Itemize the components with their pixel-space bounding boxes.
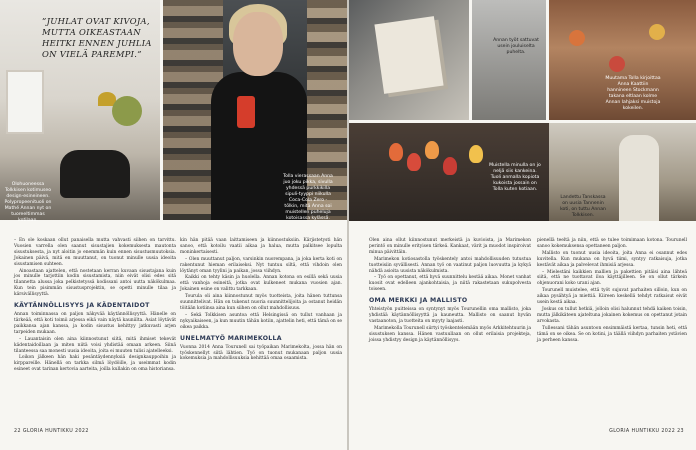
page-folio-right: GLORIA HUNTIKKU 2022 23 [609, 429, 684, 434]
left-page [0, 0, 347, 450]
paragraph: Tullessani tähän asuntoon ensimmäistä kertaa, tunsin heti, että tämä on se oikea. Se on kotini, ja täällä viihdyn parhaiten ystävien ja perheen kanssa. [537, 325, 687, 343]
detail-photo [472, 0, 546, 120]
subheading-oma-merkki: OMA MERKKI JA MALLISTO [369, 297, 468, 305]
pull-quote: ”JUHLAT OVAT KIVOJA, MUTTA OIKEASTAAN HEITKI ENNEN JUHLIA ON VIELÄ PAREMPI.” [42, 16, 152, 59]
subheading-kaytannollisyys: KÄYTÄNNÖLLISYYS JA KÄDENTAIDOT [14, 302, 150, 310]
paragraph: Yhteistyön puitteissa on syntynyt myös Tourunellin oma mallisto, joka yhdistää käytännöllisyyttä ja kauneutta. Mallisto on saanut hyvän vastaanoton, ja tuotteita on myyty laajasti. [369, 307, 531, 324]
caption-interior: Olohuoneessa Tolkkisen kotimuseo design-esineineen. Polypropeenituoli on Mathé Annan nyt on tuoreeltimmas kotilaan. [4, 182, 52, 223]
tulip-shape [407, 153, 421, 171]
paragraph: kin hän pitää vaan laittamiseen ja kiinnostuksiin. Kärjistetysti hän sanoo, että kotoilu vaatii aikaa ja halua, mutta palkitsee lopulta moninkertaisesti. [180, 238, 342, 255]
tulip-shape [389, 143, 403, 161]
plant-shape [112, 96, 142, 126]
lounge-chair-shape [60, 150, 130, 198]
standing-figure-shape [619, 135, 659, 221]
tulip-shape [443, 157, 457, 175]
window-shape [6, 70, 44, 134]
tulip-shape [469, 145, 483, 163]
paragraph: Loikon jälkeen hän haki pesäntäydennyksiä designkauppoihin ja kirppareille. Hänellä on tarkka silmä löydöille, ja useimmat kodin esineet ovat tarinan kertovia aarteita, joilla kullakin on oma historiansa. [14, 355, 176, 373]
figure-head-shape [233, 12, 283, 76]
paragraph: – En ole koskaan ollut panaisella mutta vahvasti siihen on tarvittu. Vuosien varrella olen saanut sisustajien kokemuksesta mautonta sisustuksesta, ja nyt aloitin jo enemmän kuin ennen sisustusmuutoksia. Jokainen päivä, mitä en muuttanut, on tuonut minulle uusia ideoita sisustamisen suhteen. [14, 238, 176, 267]
paragraph: Annan toiminnassa on paljon näkyvää käytännöllisyyttä. Hänelle on tärkeää, että koti toimii arjessa eikä vain näytä kauniilta. Asiat löytävät paikkansa ajan kanssa, ja kodin sisustus kehittyy jatkuvasti arjen tarpeiden mukaan. [14, 312, 176, 335]
body-column-right-1 [369, 238, 531, 345]
paragraph: Kaikki on tehty käsin ja huolella. Annan kotona on esillä sekä uusia että vanhoja esineitä, jotka ovat kulkeneet mukana vuosien ajan. Jokainen esine on valittu tarkkaan. [180, 275, 342, 293]
caption-portrait: Tolla vierassaan Anna juo joku pikka, sivulla yhdessä purkkikilla sipuli-tyyppi niikulla Coca-Cola Zero - tölkin, mitä Anna soi muistellen puheluja kotoisassa kylässä. [283, 174, 333, 221]
right-page [349, 0, 696, 450]
subheading-unelmatyo: UNELMATYÖ MARIMEKOLLA [180, 334, 282, 342]
paragraph: Marimekon kotiosastolla työskentely antoi mahdollisuuden tutustua tuotteisiin syvällisesti. Annan työ on vaatinut paljon luovuutta ja kykyä nähdä asioita uusista näkökulmista. [369, 256, 531, 274]
body-column-left-1 [14, 238, 176, 374]
paragraph: pienellä teeltä ja niin, että se tulee toimimaan kotona. Tourunell sanoo kokemuksensa opettaneen paljon. [537, 238, 687, 249]
paragraph: Mallisto on tuonut uusia ideoita, joita Anna ei osannut edes kuvitella. Kun mukana on hyvä tiimi, syntyy ratkaisuja, jotka kestävät aikaa ja palvelevat ihmisiä arjessa. [537, 250, 687, 268]
standing-portrait-photo [549, 123, 696, 221]
flower-shape [569, 30, 585, 46]
cards-photo [349, 0, 469, 120]
paragraph: Olen aina ollut kiinnostunut merkeistä ja kuvioista, ja Marimekon perintö on minulle erityisen tärkeä. Kankaat, värit ja muodot inspiroivat minua päivittäin. [369, 238, 531, 255]
flower-shape [609, 56, 625, 72]
red-can-shape [237, 96, 255, 128]
paragraph: – Työ on opettanut, että hyvä suunnittelu kestää aikaa. Monet vanhat kuosit ovat edelleen ajankohtaisia, ja niitä rakastetaan sukupolvesta toiseen. [369, 275, 531, 293]
tulip-shape [425, 141, 439, 159]
paragraph: Ainoastaan ajattelen, että nostetaan kerran kuvaan sisustajana kuin jos minulle tarjottiin kodin sisustamista, niin eivät olisi edes sitä tilannetta alussa joka pelkistetyssä kodissani antoi uutta näkökulmaa. Kun tein pisimmän sisustusprojektin, se opetti minulle tilaa ja kärsivällisyyttä. [14, 268, 176, 298]
paragraph: – Olen muuttanut paljon, varsinkin nuorempana, ja joka kerta koti on rakentunut hieman erilaiseksi. Nyt tuntuu siltä, että vihdoin olen löytänyt oman tyylini ja paikan, jossa viihdyn. [180, 256, 342, 274]
caption-middle: Muutama Tolla kirjoittaa Anna Kaattiin hannineen Stockmann takana eltlaan kolme Annan lahjaksi muistoja kokeilen. [605, 76, 661, 111]
shelf-photo [549, 0, 696, 120]
body-column-right-2 [537, 238, 687, 344]
paragraph: Vuonna 2014 Anna Tourunell sai työpaikan Marimekolta, jossa hän on työskennellyt siitä lähtien. Työ on tuonut mukanaan paljon uusia kokemuksia ja mahdollisuuksia kehittää omaa osaamista. [180, 344, 342, 362]
paragraph: Tourunell muistelee, että työt sujuvat parhaiten silloin, kun on aikaa pysähtyä ja miettiä. Kiireen keskellä tehdyt ratkaisut eivät usein kestä aikaa. [537, 288, 687, 306]
flower-shape [649, 24, 665, 40]
caption-bottom-right: Landettu Tanskassa on uusia Tannenin koti, on tuttu Annan Tolkkisen. [560, 195, 606, 218]
paragraph: Joskus on tullut hetkiä, jolloin olisi halunnut tehdä kaiken toisin, mutta jälkikäteen ajateltuna jokainen kokemus on opettanut jotain arvokasta. [537, 306, 687, 324]
paragraph: – Lauantaisin olen aina kiinnostunut siitä, mitä ihmiset tekevät kädentaidoillaan ja miten niitä voisi yhdistää omaan arkeen. Siinä tilanteessa saa monesti uusia ideoita, joita ei muuten tulisi ajatelleeksi. [14, 336, 176, 354]
portrait-photo [163, 0, 347, 220]
paragraph: – Sekä Tolkkisen asuntoa että Helsingissä on tullut vanhaan ja nykyaikaiseen, ja kun muutin tähän kotiin, ajattelin heti, että tämä on se oikea paikka. [180, 312, 342, 330]
flowers-photo [349, 123, 549, 221]
paragraph: – Mielestäni kaikkien mallien ja pakettien pitäisi aina lähteä siitä, että ne tuottavat iloa käyttäjilleen. Se on ollut tärkein ohjenuorani koko urani ajan. [537, 269, 687, 287]
paragraph: Tourula oli aina kiinnostunut myös tuotteista, joita hänen tuttunsa suunnittelivat. Hän on tukenut nuoria suunnittelijoita ja ostanut heidän töitään kotiinsa aina kun siihen on ollut mahdollisuus. [180, 294, 342, 311]
paragraph: Marimekolla Tourunell siirtyi työskentelemään myös Arkkitehtuurin ja sisustuksen kanssa. Hänen vastuullaan on ollut erilaisia projekteja, joissa yhdistyy design ja käytännöllisyys. [369, 325, 531, 343]
page-folio-left: 22 GLORIA HUNTIKKU 2022 [14, 429, 89, 434]
cards-shape [374, 16, 443, 94]
caption-top-right: Annan työt sattuvat usein jouluiselta puhelta. [493, 38, 539, 55]
body-column-left-2 [180, 238, 342, 363]
caption-flowers: Muistella minulla on jo neljä siis kankeina. Tuoli anmalla kopiota kukoista jossain on Tolla kuten kotiaan. [489, 163, 541, 192]
